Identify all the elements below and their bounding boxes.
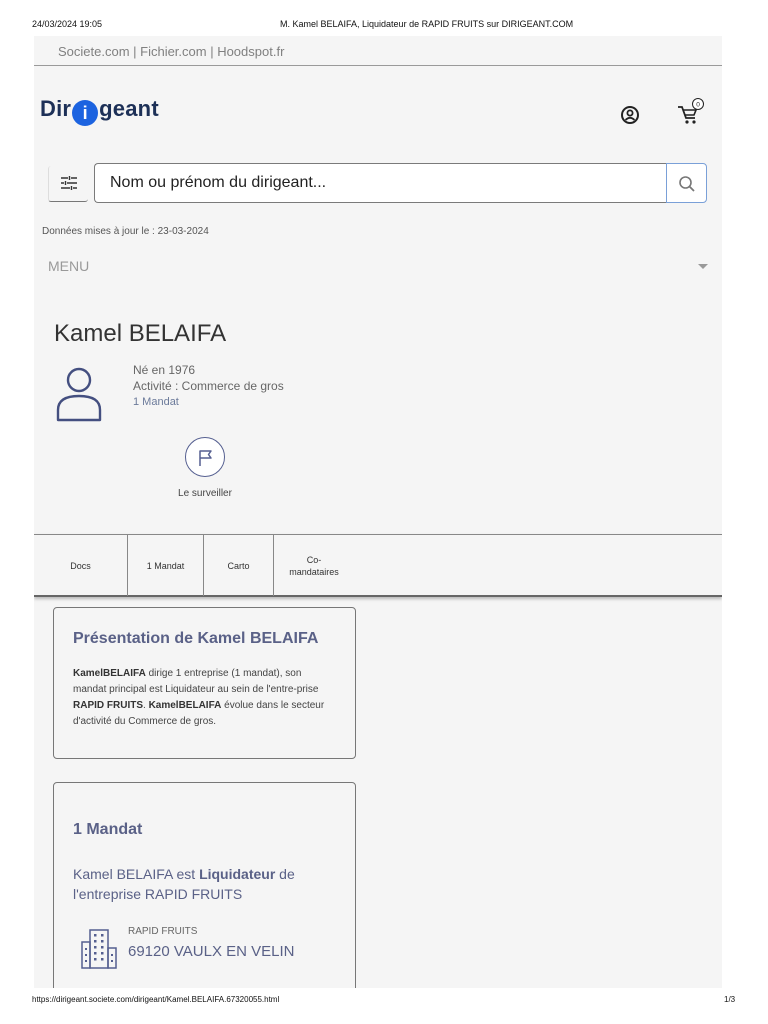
data-updated-date: Données mises à jour le : 23-03-2024 [42, 226, 209, 237]
tab-carto[interactable]: Carto [204, 535, 274, 596]
presentation-title: Présentation de Kamel BELAIFA [73, 630, 319, 647]
print-page-number: 1/3 [724, 995, 736, 1004]
mandate-card [53, 782, 356, 988]
print-url: https://dirigeant.societe.com/dirigeant/Kamel.BELAIFA.67320055.html [32, 995, 280, 1004]
logo-suffix: geant [99, 96, 159, 121]
logo-i-badge: i [72, 100, 98, 126]
top-links-bar [34, 36, 722, 66]
cart-count: 0 [696, 101, 700, 109]
search-icon [678, 175, 696, 193]
company-name: RAPID FRUITS [128, 926, 198, 937]
network-links[interactable]: Societe.com | Fichier.com | Hoodspot.fr [58, 44, 285, 59]
tab-co-mandataires[interactable]: Co- mandataires [289, 554, 339, 577]
sliders-icon [60, 175, 78, 191]
chevron-down-icon [698, 264, 708, 269]
presentation-text: KamelBELAIFA dirige 1 entreprise (1 mandat), son mandat principal est Liquidateur au sein de l'entre-prise RAPID FRUITS. KamelBELAIFA évolue dans le secteur d'activité du Commerce de gros. [73, 668, 325, 727]
dirigeant-logo[interactable] [40, 96, 159, 126]
watch-label[interactable]: Le surveiller [178, 488, 232, 499]
search-button[interactable] [666, 163, 707, 203]
person-name: Kamel BELAIFA [54, 320, 227, 347]
print-header [0, 0, 768, 30]
tab-mandats[interactable]: 1 Mandat [128, 535, 204, 596]
building-icon [79, 928, 121, 970]
page [34, 36, 722, 988]
watch-button[interactable] [185, 437, 225, 477]
presentation-card [53, 607, 356, 759]
flag-icon [198, 449, 214, 467]
section-tabs [34, 534, 722, 597]
print-date: 24/03/2024 19:05 [32, 19, 103, 29]
person-birth-year: Né en 1976 [133, 363, 196, 377]
menu-label: MENU [48, 258, 90, 274]
search-filter-button[interactable] [48, 166, 88, 202]
person-info [133, 362, 284, 410]
company-city: 69120 VAULX EN VELIN [128, 943, 295, 960]
user-account-icon[interactable] [619, 104, 641, 126]
print-footer [0, 990, 768, 1024]
person-avatar-icon [54, 364, 104, 424]
search-input[interactable] [95, 164, 668, 202]
person-mandate-count[interactable]: 1 Mandat [133, 396, 179, 408]
person-activity: Activité : Commerce de gros [133, 379, 284, 393]
tab-docs[interactable]: Docs [34, 535, 128, 596]
cart-icon[interactable] [676, 98, 706, 126]
mandate-title: 1 Mandat [73, 821, 143, 838]
print-title: M. Kamel BELAIFA, Liquidateur de RAPID FRUITS sur DIRIGEANT.COM [280, 19, 574, 29]
company-entry[interactable] [79, 922, 339, 972]
search-box [94, 163, 668, 203]
menu-dropdown[interactable] [48, 258, 708, 278]
logo-prefix: Dir [40, 96, 72, 121]
mandate-description: Kamel BELAIFA est Liquidateur de l'entreprise RAPID FRUITS [73, 866, 295, 902]
